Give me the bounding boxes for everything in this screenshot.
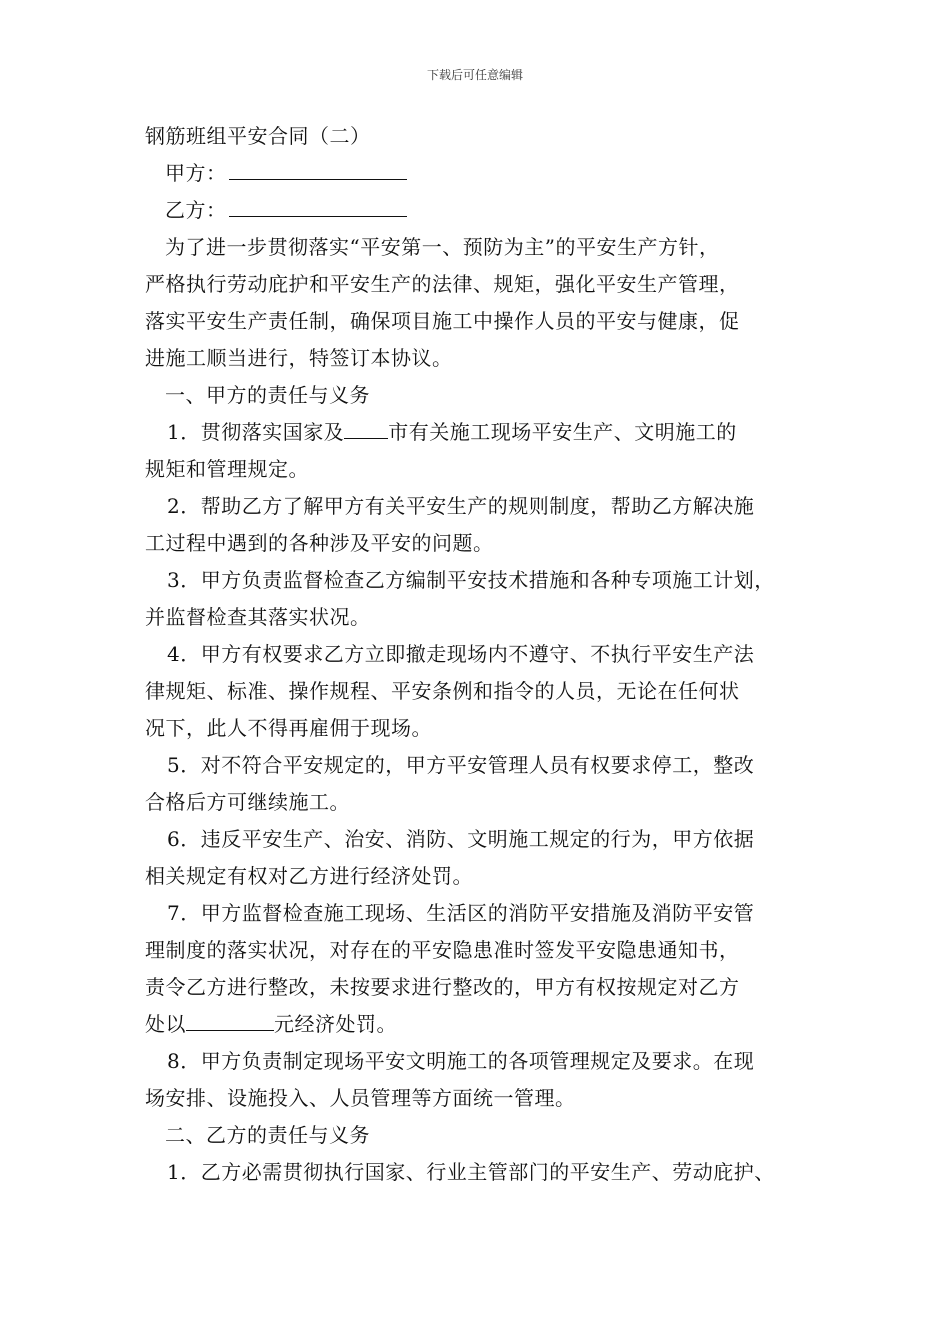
city-blank xyxy=(344,414,388,439)
document-body xyxy=(145,118,835,1191)
party-b-label: 乙方： xyxy=(165,198,227,222)
clause-line: 并监督检查其落实状况。 xyxy=(145,605,371,629)
intro-line: 进施工顺当进行，特签订本协议。 xyxy=(145,346,453,370)
clause-line xyxy=(145,1006,835,1043)
clause-line: 3．甲方负责监督检查乙方编制平安技术措施和各种专项施工计划， xyxy=(167,568,775,592)
clause-line: 场安排、设施投入、人员管理等方面统一管理。 xyxy=(145,1086,576,1110)
fine-amount-blank xyxy=(186,1006,274,1031)
clause-line: 4．甲方有权要求乙方立即撤走现场内不遵守、不执行平安生产法 xyxy=(167,642,755,666)
clause-line: 合格后方可继续施工。 xyxy=(145,790,350,814)
party-b-line xyxy=(145,192,835,229)
header-note: 下载后可任意编辑 xyxy=(426,68,523,82)
clause-line: 8．甲方负责制定现场平安文明施工的各项管理规定及要求。在现 xyxy=(167,1049,755,1073)
intro-line: 落实平安生产责任制，确保项目施工中操作人员的平安与健康，促 xyxy=(145,309,740,333)
clause-line: 况下，此人不得再雇佣于现场。 xyxy=(145,716,432,740)
party-b-blank xyxy=(229,192,407,217)
clause-line: 7．甲方监督检查施工现场、生活区的消防平安措施及消防平安管 xyxy=(167,901,755,925)
clause-text: 1．贯彻落实国家及 xyxy=(167,420,345,444)
party-a-blank xyxy=(229,155,407,180)
clause-line: 2．帮助乙方了解甲方有关平安生产的规则制度，帮助乙方解决施 xyxy=(167,494,755,518)
clause-line: 理制度的落实状况，对存在的平安隐患准时签发平安隐患通知书， xyxy=(145,938,740,962)
clause-line: 1．乙方必需贯彻执行国家、行业主管部门的平安生产、劳动庇护、 xyxy=(167,1160,775,1184)
clause-text: 处以 xyxy=(145,1012,186,1036)
intro-line: 严格执行劳动庇护和平安生产的法律、规矩，强化平安生产管理， xyxy=(145,272,740,296)
clause-line: 6．违反平安生产、治安、消防、文明施工规定的行为，甲方依据 xyxy=(167,827,755,851)
clause-line: 律规矩、标准、操作规程、平安条例和指令的人员，无论在任何状 xyxy=(145,679,740,703)
section-heading: 二、乙方的责任与义务 xyxy=(165,1123,370,1147)
clause-text: 市有关施工现场平安生产、文明施工的 xyxy=(388,420,737,444)
intro-line: 为了进一步贯彻落实“平安第一、预防为主”的平安生产方针， xyxy=(165,235,720,259)
clause-text: 元经济处罚。 xyxy=(274,1012,397,1036)
document-title: 钢筋班组平安合同（二） xyxy=(145,124,371,148)
clause-line: 工过程中遇到的各种涉及平安的问题。 xyxy=(145,531,494,555)
clause-line: 责令乙方进行整改，未按要求进行整改的，甲方有权按规定对乙方 xyxy=(145,975,740,999)
party-a-line xyxy=(145,155,835,192)
clause-line: 规矩和管理规定。 xyxy=(145,457,309,481)
section-heading: 一、甲方的责任与义务 xyxy=(165,383,370,407)
clause-line: 相关规定有权对乙方进行经济处罚。 xyxy=(145,864,473,888)
clause-line xyxy=(145,414,835,451)
party-a-label: 甲方： xyxy=(165,161,227,185)
clause-line: 5．对不符合平安规定的，甲方平安管理人员有权要求停工，整改 xyxy=(167,753,755,777)
